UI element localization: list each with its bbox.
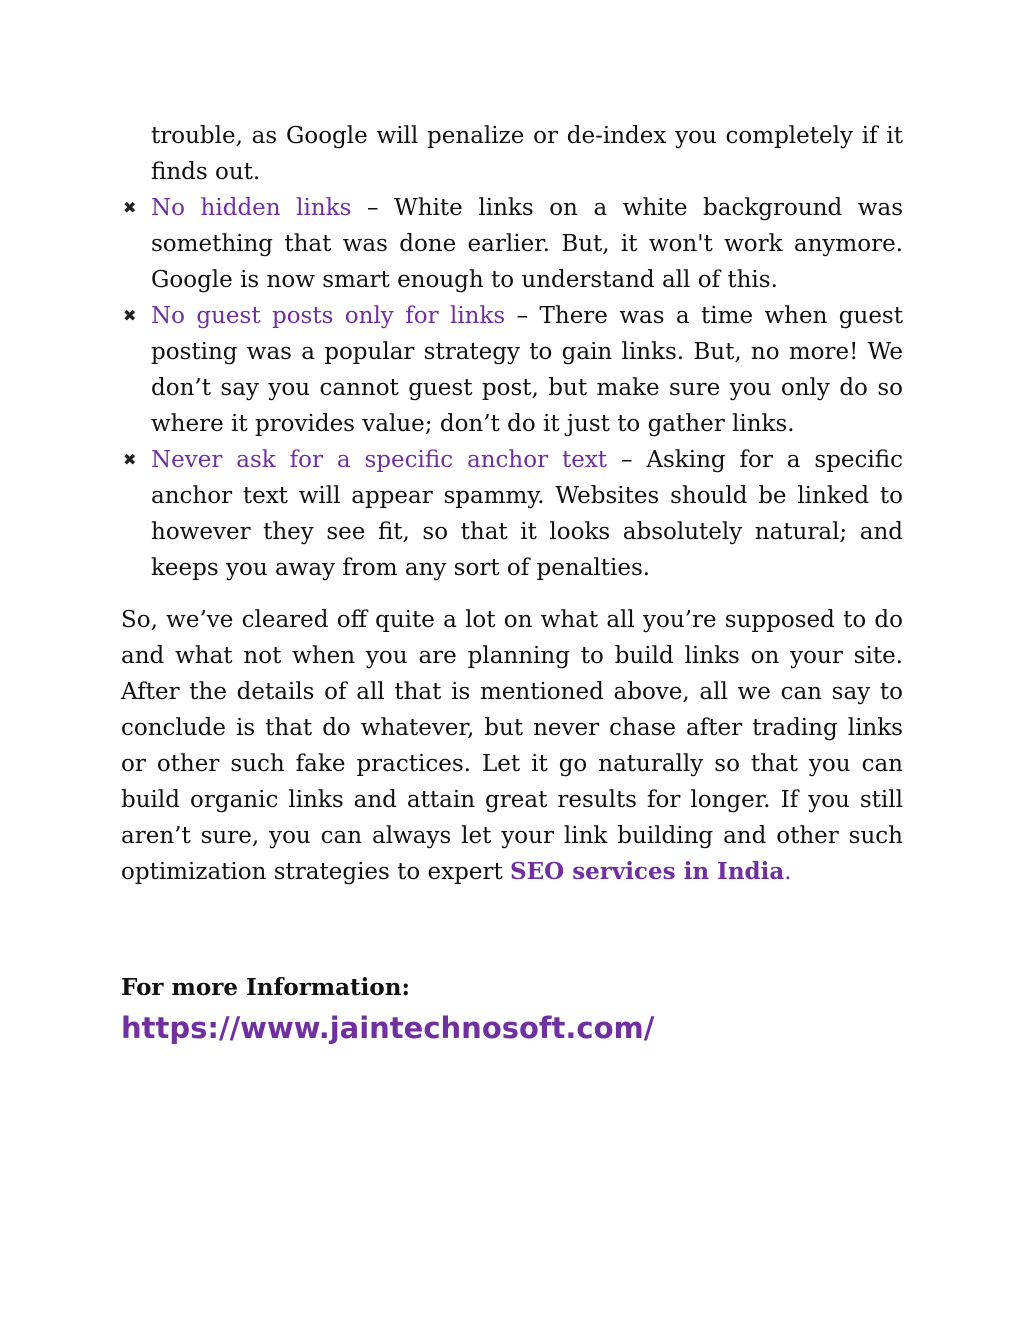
bullet-title-link[interactable]: No hidden links (151, 195, 352, 221)
more-information-line (121, 968, 903, 1051)
continued-bullet-text: trouble, as Google will penalize or de-index you completely if it finds out. (151, 123, 903, 185)
x-mark-icon: ✖ (123, 198, 137, 217)
x-mark-icon: ✖ (123, 450, 137, 469)
bullet-title-link[interactable]: No guest posts only for links (151, 303, 506, 329)
conclusion-paragraph (121, 602, 903, 890)
seo-services-link[interactable]: SEO services in India (510, 858, 785, 885)
website-url-link[interactable]: https://www.jaintechnosoft.com/ (121, 1011, 655, 1045)
more-information-label: For more Information: (121, 974, 410, 1001)
conclusion-period: . (784, 859, 792, 885)
page-content (121, 118, 903, 1051)
bullet-title-link[interactable]: Never ask for a specific anchor text (151, 447, 608, 473)
bullet-list (121, 190, 903, 586)
bullet-text: – White links on a white background was something that was done earlier. But, it won't work anymore. Google is now smart enough to understand all of this. (151, 195, 903, 293)
bullet-text: – There was a time when guest posting was a popular strategy to gain links. But, no more! We don’t say you cannot guest post, but make sure you only do so where it provides value; don’t do it just to gather links. (151, 303, 903, 437)
conclusion-text: So, we’ve cleared off quite a lot on what all you’re supposed to do and what not when you are planning to build links on your site. After the details of all that is mentioned above, all we can say to conclude is that do whatever, but never chase after trading links or other such fake practices. Let it go naturally so that you can build organic links and attain great results for longer. If you still aren’t sure, you can always let your link building and other such optimization strategies to expert (121, 607, 903, 885)
x-mark-icon: ✖ (123, 306, 137, 325)
bullet-text: – Asking for a specific anchor text will appear spammy. Websites should be linked to however they see fit, so that it looks absolutely natural; and keeps you away from any sort of penalties. (151, 447, 903, 581)
bullet-item (121, 442, 903, 586)
bullet-item (121, 190, 903, 298)
bullet-item (121, 298, 903, 442)
